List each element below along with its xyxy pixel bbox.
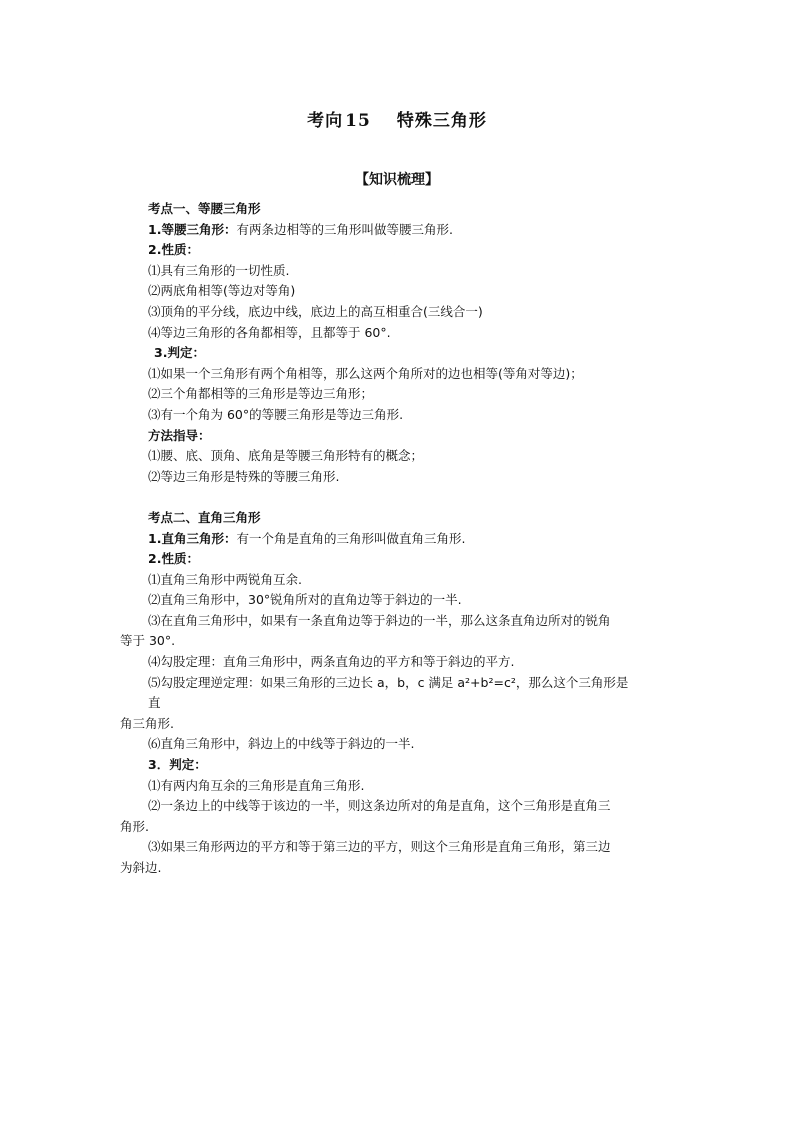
section1-method-1: ⑴腰、底、顶角、底角是等腰三角形特有的概念；: [148, 448, 424, 464]
section2-judge-2b: 角形.: [120, 818, 149, 834]
section2-prop-5c: 角三角形.: [120, 715, 174, 731]
page-title: [0, 106, 794, 131]
section-subtitle: 【知识梳理】: [355, 172, 439, 188]
section1-def-label: 1.等腰三角形：: [148, 221, 237, 237]
section1-prop-1: ⑴具有三角形的一切性质.: [148, 262, 290, 278]
section1-definition: [120, 220, 680, 241]
title-topic: 特殊三角形: [396, 111, 487, 131]
section1-judge-3: ⑶有一个角为 60°的等腰三角形是等边三角形.: [148, 406, 404, 422]
section1-judge-1: ⑴如果一个三角形有两个角相等，那么这两个角所对的边也相等(等角对等边)；: [148, 365, 583, 381]
section2-props-label: 2.性质：: [148, 551, 199, 567]
document-body: [120, 199, 680, 879]
section2-prop-1: ⑴直角三角形中两锐角互余.: [148, 571, 302, 587]
section2-judge-label: 3．判定：: [148, 757, 207, 773]
section1-prop-4: ⑷等边三角形的各角都相等，且都等于 60°.: [148, 324, 391, 340]
section1-judge-2: ⑵三个角都相等的三角形是等边三角形；: [148, 386, 374, 402]
section1-method-label: 方法指导：: [148, 427, 211, 443]
section2-prop-3a: ⑶在直角三角形中，如果有一条直角边等于斜边的一半，那么这条直角边所对的锐角: [148, 612, 611, 628]
section2-judge-2a: ⑵一条边上的中线等于该边的一半，则这条边所对的角是直角，这个三角形是直角三: [148, 798, 611, 814]
section2-prop-3b: 等于 30°.: [120, 633, 176, 649]
section1-def-text: 有两条边相等的三角形叫做等腰三角形.: [236, 221, 453, 237]
section1-method-2: ⑵等边三角形是特殊的等腰三角形.: [148, 468, 340, 484]
section2-definition: [120, 529, 680, 550]
title-number: 15: [345, 111, 371, 131]
section2-heading: 考点二、直角三角形: [148, 509, 261, 525]
section2-def-label: 1.直角三角形：: [148, 530, 237, 546]
section1-judge-label: 3.判定：: [154, 345, 205, 361]
section2-judge-3b: 为斜边.: [120, 860, 162, 875]
section2-prop-5a: ⑸勾股定理逆定理：如果三角形的三边长 a，b，c 满足 a²+b²=c²，那么这个三角形是: [148, 674, 629, 690]
section1-props-label: 2.性质：: [148, 242, 199, 258]
section1-prop-2: ⑵两底角相等(等边对等角): [148, 283, 296, 299]
section2-prop-6: ⑹直角三角形中，斜边上的中线等于斜边的一半.: [148, 736, 415, 752]
title-prefix: 考向: [307, 111, 344, 131]
section2-judge-1: ⑴有两内角互余的三角形是直角三角形.: [148, 777, 365, 793]
section2-prop-5b: 直: [148, 695, 161, 711]
section2-prop-4: ⑷勾股定理：直角三角形中，两条直角边的平方和等于斜边的平方.: [148, 654, 515, 670]
section1-prop-3: ⑶顶角的平分线，底边中线，底边上的高互相重合(三线合一): [148, 303, 483, 319]
section1-heading: 考点一、等腰三角形: [148, 201, 261, 216]
section2-judge-3a: ⑶如果三角形两边的平方和等于第三边的平方，则这个三角形是直角三角形，第三边: [148, 839, 611, 855]
section2-prop-2: ⑵直角三角形中，30°锐角所对的直角边等于斜边的一半.: [148, 592, 462, 608]
section2-def-text: 有一个角是直角的三角形叫做直角三角形.: [236, 530, 466, 546]
